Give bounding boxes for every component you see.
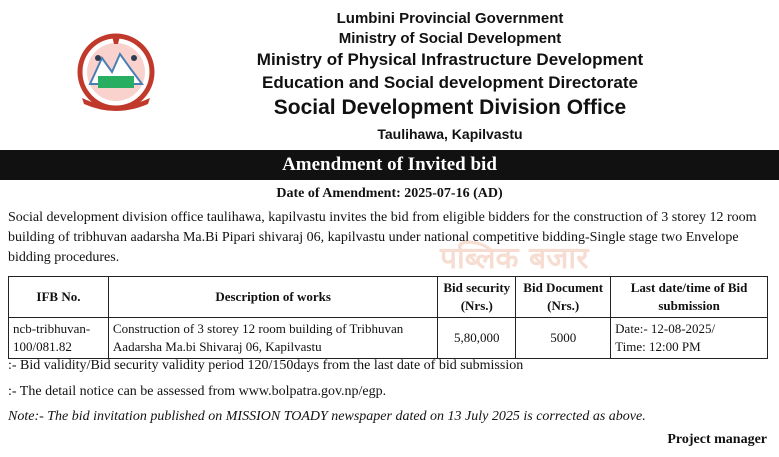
- notice-title-banner: Amendment of Invited bid: [0, 150, 779, 180]
- amendment-date: Date of Amendment: 2025-07-16 (AD): [276, 186, 503, 201]
- table-header-row: [9, 277, 768, 318]
- header-ifb: IFB No.: [9, 277, 109, 318]
- signature: Project manager: [667, 432, 767, 447]
- letterhead: [0, 0, 779, 152]
- detail-note: :- The detail notice can be assessed from www.bolpatra.gov.np/egp.: [8, 384, 387, 399]
- validity-note: :- Bid validity/Bid security validity period 120/150days from the last date of bid submission: [8, 358, 524, 373]
- header-bid-security: Bid security (Nrs.): [438, 277, 516, 318]
- notice-body: Social development division office taulihawa, kapilvastu invites the bid from eligible bidders for the construction of 3 storey 12 room building of tribhuvan aadarsha Ma.Bi Pipari shivaraj 06, kapilvastu under national competitive bidding-Single stage two Envelope bidding procedures.: [8, 210, 757, 265]
- header-description: Description of works: [108, 277, 437, 318]
- bid-table: [8, 276, 768, 359]
- cell-bid-security: 5,80,000: [438, 318, 516, 359]
- table-row: [9, 318, 768, 359]
- header-line-2: Ministry of Social Development: [338, 30, 562, 47]
- header-bid-document: Bid Document (Nrs.): [516, 277, 611, 318]
- office-location: Taulihawa, Kapilvastu: [377, 126, 523, 142]
- cell-deadline: [611, 318, 768, 359]
- cell-description: Construction of 3 storey 12 room building of Tribhuvan Aadarsha Ma.bi Shivaraj 06, Kapilvastu: [108, 318, 437, 359]
- header-line-3: Ministry of Physical Infrastructure Development: [256, 50, 644, 69]
- cell-bid-document: 5000: [516, 318, 611, 359]
- header-line-4: Education and Social development Directorate: [262, 73, 638, 92]
- watermark: पब्लिक बजार: [440, 241, 589, 276]
- correction-note: Note:- The bid invitation published on MISSION TOADY newspaper dated on 13 July 2025 is corrected as above.: [8, 409, 646, 424]
- office-title: Social Development Division Office: [273, 96, 627, 119]
- cell-ifb: ncb-tribhuvan-100/081.82: [9, 318, 109, 359]
- header-deadline: Last date/time of Bid submission: [611, 277, 768, 318]
- deadline-date: Date:- 12-08-2025/: [615, 321, 716, 336]
- header-line-1: Lumbini Provincial Government: [336, 10, 564, 27]
- deadline-time: Time: 12:00 PM: [615, 339, 701, 354]
